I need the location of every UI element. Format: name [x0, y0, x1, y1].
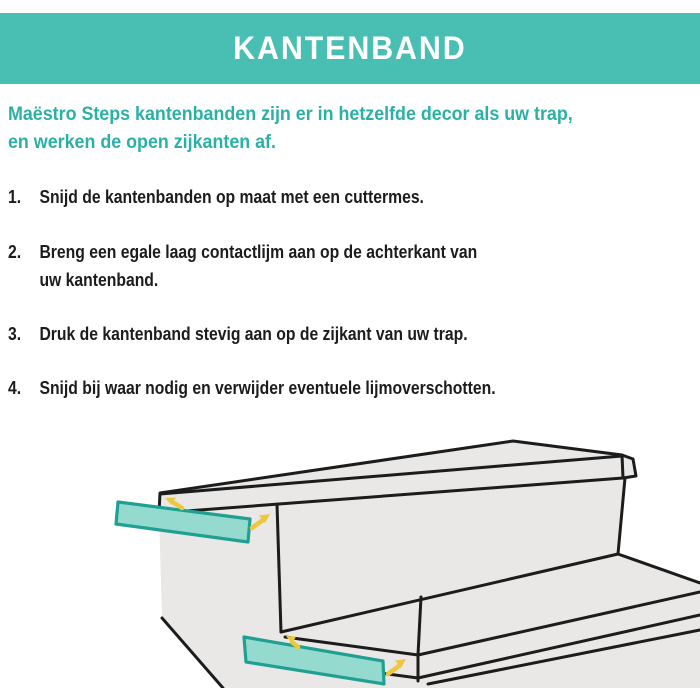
intro-line: Maëstro Steps kantenbanden zijn er in hetzelfde decor als uw trap,: [8, 104, 573, 125]
tread-end-cap: [622, 455, 636, 478]
step-number: 3.: [8, 323, 22, 344]
step-number: 1.: [8, 186, 22, 207]
image-cutoff: [0, 688, 700, 700]
step-text-line: Druk de kantenband stevig aan op de zijkant van uw trap.: [39, 323, 468, 344]
step-number: 2.: [8, 241, 22, 262]
intro-line: en werken de open zijkanten af.: [8, 132, 276, 153]
step-text-line: Breng een egale laag contactlijm aan op de achterkant van: [39, 241, 478, 262]
page-title: KANTENBAND: [233, 30, 467, 66]
step-number: 4.: [8, 377, 22, 398]
step-text-line: uw kantenband.: [39, 269, 159, 290]
step-text-line: Snijd de kantenbanden op maat met een cuttermes.: [39, 186, 424, 207]
step-text-line: Snijd bij waar nodig en verwijder eventuele lijmoverschotten.: [39, 377, 496, 398]
